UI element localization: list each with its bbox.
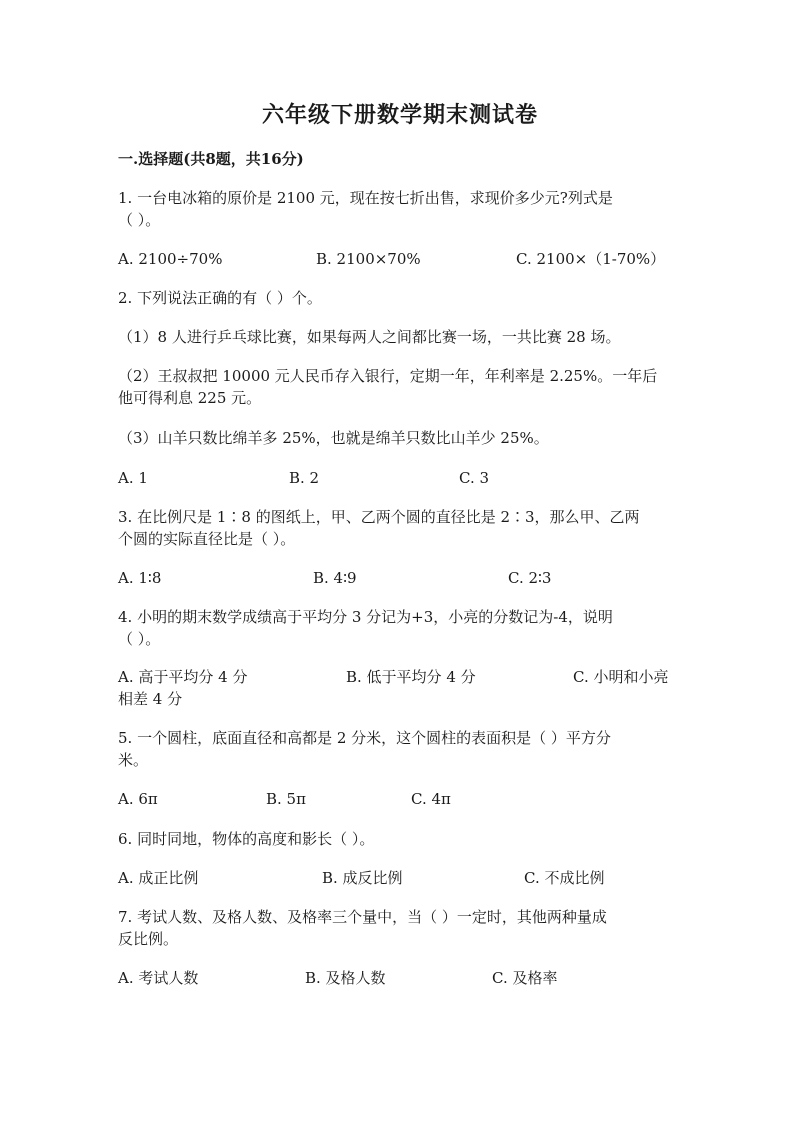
question-7-text-cont: 反比例。 (118, 930, 179, 948)
question-4-option-a: A. 高于平均分 4 分 (118, 668, 248, 686)
question-5-option-a: A. 6π (118, 790, 158, 808)
question-2-option-b: B. 2 (289, 469, 320, 487)
question-1-option-b: B. 2100×70% (316, 250, 421, 268)
question-1-option-a: A. 2100÷70% (118, 250, 223, 268)
question-3-option-c: C. 2∶3 (508, 569, 552, 587)
question-4-text: 4. 小明的期末数学成绩高于平均分 3 分记为+3，小亮的分数记为-4，说明 (118, 608, 613, 626)
question-5-option-b: B. 5π (266, 790, 306, 808)
question-1-option-c: C. 2100×（1-70%） (516, 250, 666, 268)
question-1-blank: （ ）。 (118, 211, 161, 229)
question-2-statement-2: （2）王叔叔把 10000 元人民币存入银行，定期一年，年利率是 2.25%。一年后 (118, 367, 658, 385)
page-title: 六年级下册数学期末测试卷 (261, 102, 538, 128)
question-3-text-cont: 个圆的实际直径比是（ ）。 (118, 530, 296, 548)
section-heading: 一.选择题(共8题，共16分) (118, 150, 304, 168)
question-4-option-b: B. 低于平均分 4 分 (346, 668, 476, 686)
question-3-option-b: B. 4∶9 (313, 569, 357, 587)
question-4-blank: （ ）。 (118, 630, 161, 648)
question-2-option-a: A. 1 (118, 469, 148, 487)
question-5-option-c: C. 4π (411, 790, 451, 808)
question-6-option-a: A. 成正比例 (118, 869, 199, 887)
question-2-option-c: C. 3 (459, 469, 490, 487)
question-7-option-a: A. 考试人数 (118, 969, 199, 987)
question-2-statement-1: （1）8 人进行乒乓球比赛，如果每两人之间都比赛一场，一共比赛 28 场。 (118, 328, 621, 346)
question-4-option-c: C. 小明和小亮 (573, 668, 669, 686)
question-7-option-b: B. 及格人数 (305, 969, 386, 987)
question-3-option-a: A. 1∶8 (118, 569, 162, 587)
question-3-text: 3. 在比例尺是 1∶8 的图纸上，甲、乙两个圆的直径比是 2∶3，那么甲、乙两 (118, 508, 640, 526)
question-2-text: 2. 下列说法正确的有（ ）个。 (118, 289, 322, 307)
question-2-statement-3: （3）山羊只数比绵羊多 25%，也就是绵羊只数比山羊少 25%。 (118, 429, 549, 447)
question-4-option-c-cont: 相差 4 分 (118, 690, 183, 708)
question-5-text: 5. 一个圆柱，底面直径和高都是 2 分米，这个圆柱的表面积是（ ）平方分 (118, 729, 611, 747)
question-7-text: 7. 考试人数、及格人数、及格率三个量中，当（ ）一定时，其他两种量成 (118, 908, 607, 926)
question-7-option-c: C. 及格率 (492, 969, 558, 987)
question-2-statement-2-cont: 他可得利息 225 元。 (118, 389, 262, 407)
question-5-text-cont: 米。 (118, 751, 149, 769)
question-6-option-c: C. 不成比例 (524, 869, 605, 887)
question-6-option-b: B. 成反比例 (322, 869, 403, 887)
question-1-text: 1. 一台电冰箱的原价是 2100 元，现在按七折出售，求现价多少元?列式是 (118, 189, 613, 207)
question-6-text: 6. 同时同地，物体的高度和影长（ ）。 (118, 830, 375, 848)
